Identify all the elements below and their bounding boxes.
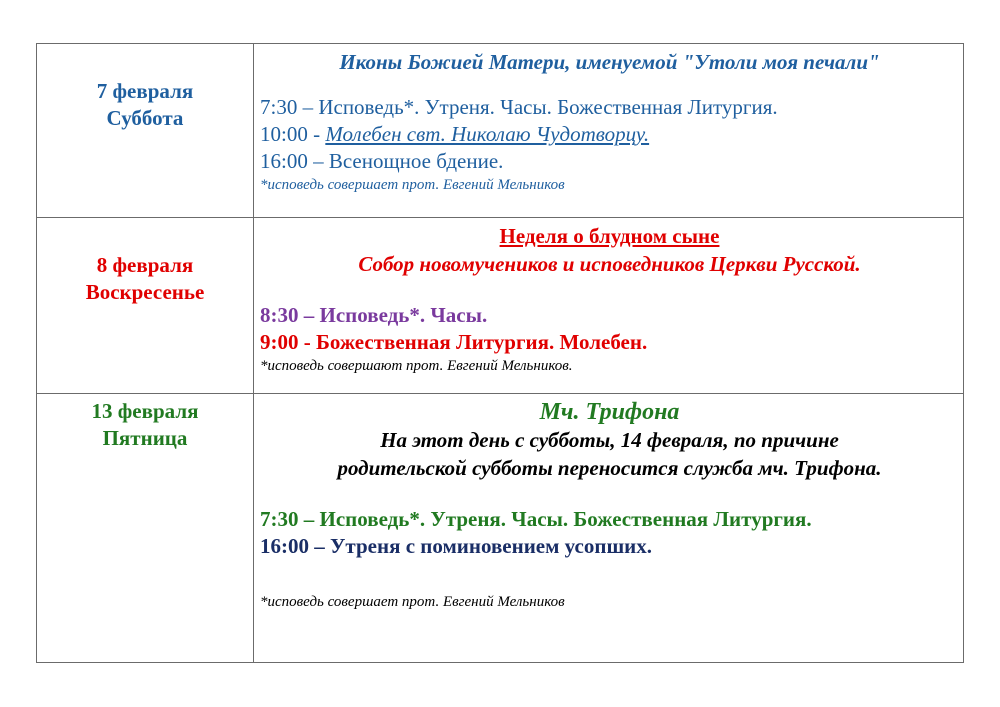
service-line: 9:00 - Божественная Литургия. Молебен.: [260, 330, 648, 354]
service-cell: [254, 44, 964, 218]
confession-note: *исповедь совершает прот. Евгений Мельников: [260, 177, 565, 193]
date: 7 февраля: [96, 79, 194, 103]
date: 8 февраля: [96, 253, 194, 277]
feast-subtitle: На этот день с субботы, 14 февраля, по причине: [380, 428, 839, 452]
service-line: [260, 121, 959, 148]
confession-note: *исповедь совершает прот. Евгений Мельников: [260, 594, 565, 610]
weekday: Пятница: [102, 426, 188, 450]
service-line: 16:00 – Утреня с поминовением усопших.: [260, 534, 653, 558]
feast-title: Неделя о блудном сыне: [499, 224, 720, 248]
date-cell: [37, 44, 254, 218]
service-cell: [254, 394, 964, 663]
schedule-table: [36, 43, 964, 663]
date-cell: [37, 394, 254, 663]
service-line: 16:00 – Всенощное бдение.: [260, 149, 504, 173]
confession-note: *исповедь совершают прот. Евгений Мельников.: [260, 358, 573, 374]
feast-subtitle: Собор новомучеников и исповедников Церкви Русской.: [358, 252, 861, 276]
date-cell: [37, 218, 254, 394]
moleben-link[interactable]: Молебен свт. Николаю Чудотворцу.: [325, 122, 650, 146]
feast-title: Иконы Божией Матери, именуемой "Утоли моя печали": [339, 50, 880, 74]
table-row: [37, 218, 964, 394]
table-row: [37, 394, 964, 663]
feast-title: Мч. Трифона: [539, 399, 680, 425]
feast-subtitle: родительской субботы переносится служба мч. Трифона.: [337, 456, 882, 480]
service-line: 8:30 – Исповедь*. Часы.: [260, 303, 488, 327]
service-line: 7:30 – Исповедь*. Утреня. Часы. Божественная Литургия.: [260, 507, 812, 531]
weekday: Воскресенье: [85, 280, 205, 304]
date: 13 февраля: [91, 399, 199, 423]
weekday: Суббота: [106, 106, 184, 130]
service-line: 7:30 – Исповедь*. Утреня. Часы. Божественная Литургия.: [260, 95, 778, 119]
service-time: 10:00 -: [260, 122, 326, 146]
service-cell: [254, 218, 964, 394]
table-row: [37, 44, 964, 218]
